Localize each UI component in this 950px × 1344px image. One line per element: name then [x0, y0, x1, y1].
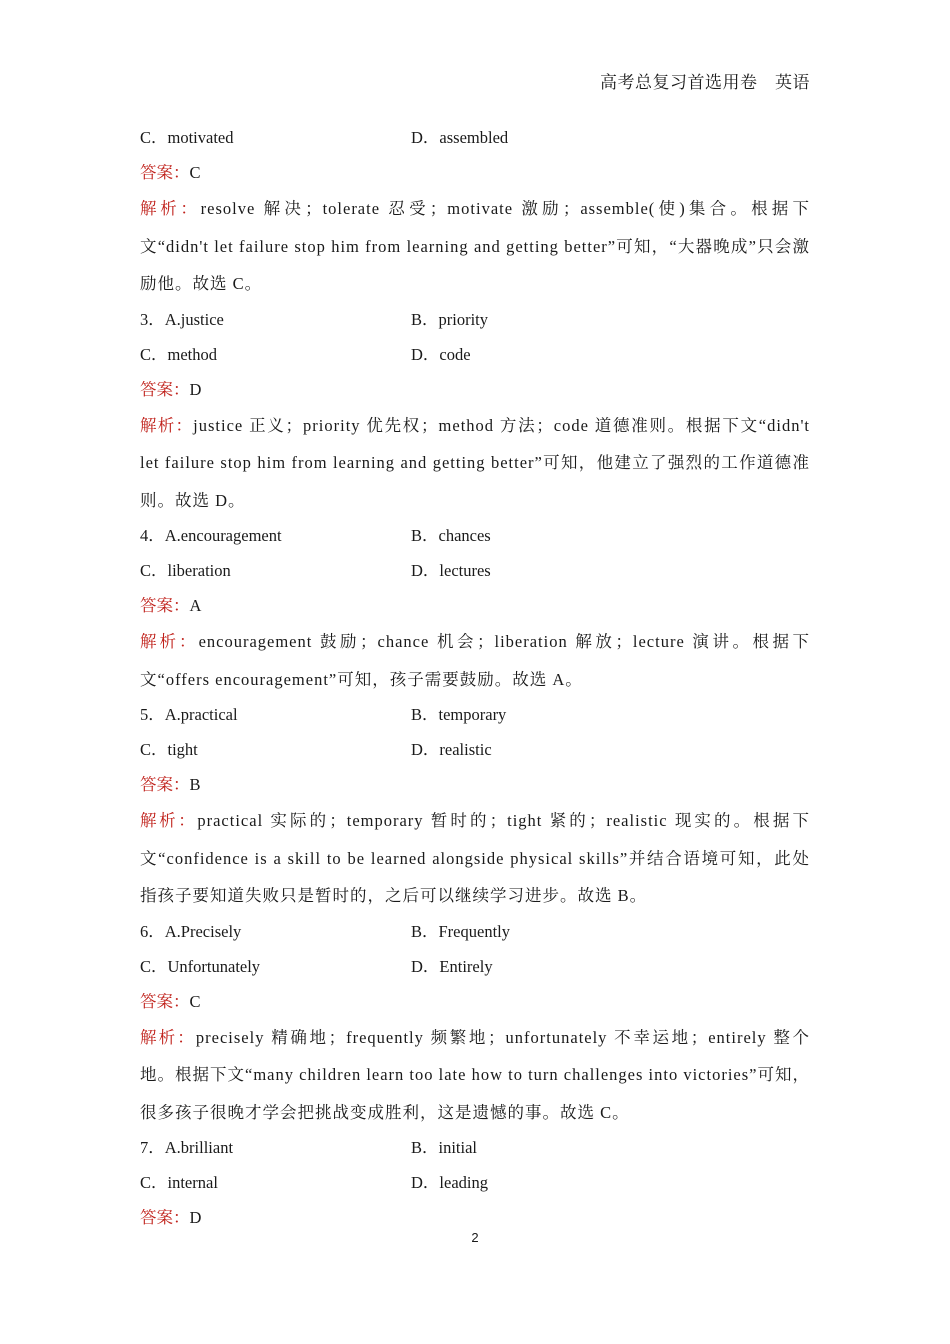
answer-label: 答案： [140, 991, 190, 1011]
option-right: D．lectures [411, 561, 491, 580]
answer-key-content [140, 120, 810, 1235]
option-row [140, 697, 810, 732]
answer-label: 答案： [140, 163, 190, 182]
option-right: D．code [411, 344, 471, 364]
option-right: B．initial [411, 1138, 477, 1157]
answer-row [140, 984, 810, 1019]
option-left: C．tight [140, 740, 198, 759]
analysis-paragraph [140, 1019, 810, 1132]
option-row [140, 1130, 810, 1165]
analysis-label: 解析： [140, 632, 199, 651]
option-row [140, 120, 810, 155]
answer-label: 答案： [140, 775, 190, 794]
analysis-label: 解析： [140, 199, 201, 218]
analysis-paragraph [140, 407, 810, 520]
option-left: 4．A.encouragement [140, 526, 282, 545]
answer-row [140, 767, 810, 802]
answer-label: 答案： [140, 1208, 190, 1227]
option-left: C．method [140, 344, 217, 364]
option-row [140, 914, 810, 949]
analysis-text: justice 正义；priority 优先权；method 方法；code 道德准则。根据下文“didn't let failure stop him from learning and getting better”可知，他建立了强烈的工作道德准则。故选 D。 [140, 415, 811, 510]
option-left: C．Unfortunately [140, 956, 261, 976]
option-right: D．leading [411, 1173, 488, 1192]
option-left: C．internal [140, 1173, 218, 1192]
analysis-paragraph [140, 623, 810, 698]
answer-value: D [189, 379, 202, 399]
answer-label: 答案： [140, 379, 190, 399]
analysis-text: precisely 精确地；frequently 频繁地；unfortunately 不幸运地；entirely 整个地。根据下文“many children learn too late how to turn challenges into victories”可知，很多孩子很晚才学会把挑战变成胜利，这是遗憾的事。故选 C。 [140, 1027, 810, 1122]
option-row [140, 949, 810, 984]
option-row [140, 302, 810, 337]
option-right: B．temporary [411, 705, 507, 724]
option-left: C．motivated [140, 128, 234, 147]
analysis-text: practical 实际的；temporary 暂时的；tight 紧的；realistic 现实的。根据下文“confidence is a skill to be learned alongside physical skills”并结合语境可知，此处指孩子要知道失败只是暂时的，之后可以继续学习进步。故选 B。 [140, 811, 811, 905]
option-right: D．realistic [411, 740, 492, 759]
option-left: 3．A.justice [140, 309, 224, 329]
analysis-text: encouragement 鼓励；chance 机会；liberation 解放；lecture 演讲。根据下文“offers encouragement”可知，孩子需要鼓励。故选 A。 [140, 632, 811, 689]
answer-value: C [189, 991, 201, 1011]
option-right: B．priority [411, 309, 488, 329]
page-header: 高考总复习首选用卷 英语 [600, 73, 810, 92]
option-row [140, 518, 810, 553]
analysis-paragraph [140, 190, 810, 303]
option-row [140, 732, 810, 767]
page-number: 2 [471, 1230, 479, 1245]
option-right: D．Entirely [411, 956, 493, 976]
answer-value: D [189, 1208, 202, 1227]
answer-value: B [189, 775, 201, 794]
option-left: 5．A.practical [140, 705, 238, 724]
option-row [140, 553, 810, 588]
option-left: 7．A.brilliant [140, 1138, 234, 1157]
option-row [140, 337, 810, 372]
analysis-label: 解析： [140, 1027, 196, 1047]
answer-row [140, 372, 810, 407]
analysis-paragraph [140, 802, 810, 915]
option-row [140, 1165, 810, 1200]
answer-value: C [189, 163, 201, 182]
analysis-label: 解析： [140, 415, 194, 435]
option-right: B．chances [411, 526, 491, 545]
answer-label: 答案： [140, 596, 190, 615]
option-left: 6．A.Precisely [140, 921, 242, 941]
option-left: C．liberation [140, 561, 231, 580]
option-right: B．Frequently [411, 921, 510, 941]
answer-row [140, 155, 810, 190]
analysis-text: resolve 解决；tolerate 忍受；motivate 激励；assemble(使)集合。根据下文“didn't let failure stop him from learning and getting better”可知，“大器晚成”只会激励他。故选 C。 [140, 199, 811, 293]
answer-value: A [189, 596, 202, 615]
option-right: D．assembled [411, 128, 509, 147]
answer-row [140, 588, 810, 623]
analysis-label: 解析： [140, 811, 198, 830]
